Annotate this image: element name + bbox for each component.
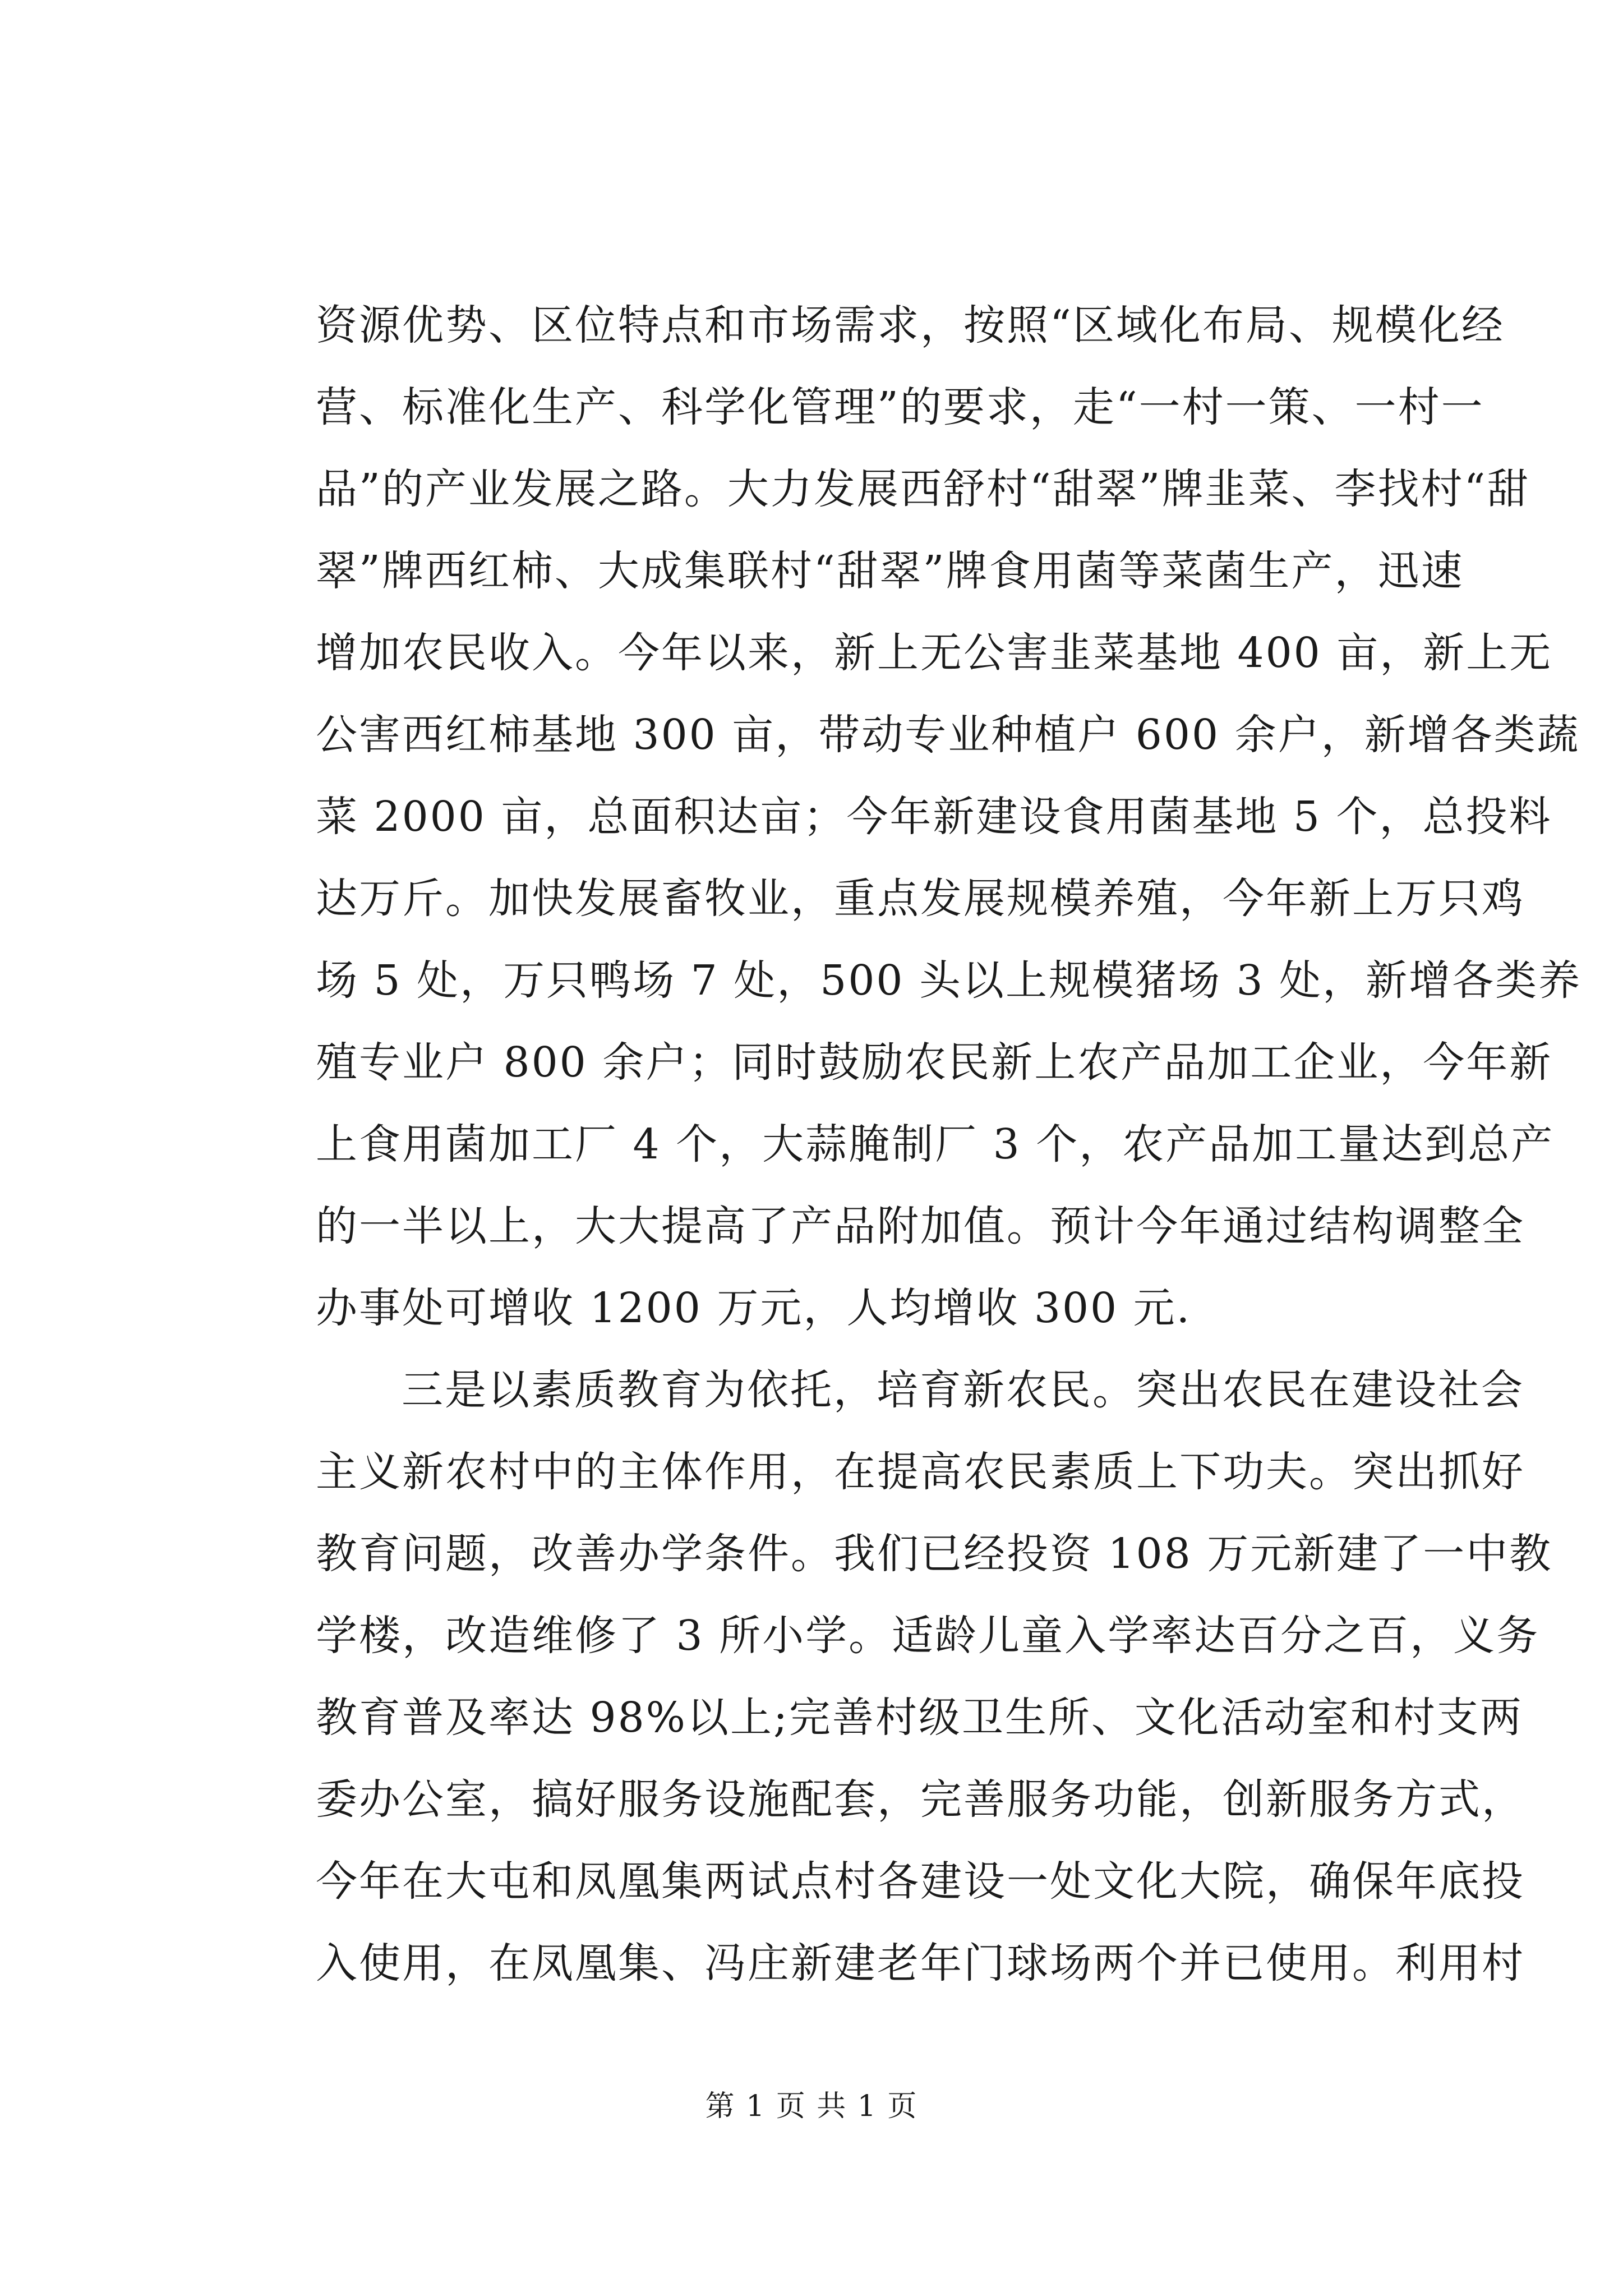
paragraph-1-line-10: 殖专业户 800 余户；同时鼓励农民新上农产品加工企业，今年新 xyxy=(316,1038,1553,1087)
paragraph-1-line-1: 资源优势、区位特点和市场需求，按照“区域化布局、规模化经 xyxy=(316,301,1505,349)
paragraph-1-line-13: 办事处可增收 1200 万元，人均增收 300 元. xyxy=(316,1284,1192,1332)
paragraph-2-line-3: 教育问题，改善办学条件。我们已经投资 108 万元新建了一中教 xyxy=(316,1530,1553,1578)
paragraph-2-line-4: 学楼，改造维修了 3 所小学。适龄儿童入学率达百分之百，义务 xyxy=(316,1612,1540,1660)
paragraph-1-line-12: 的一半以上，大大提高了产品附加值。预计今年通过结构调整全 xyxy=(316,1202,1525,1250)
page-number-footer: 第 1 页 共 1 页 xyxy=(705,2090,918,2123)
paragraph-2-line-5: 教育普及率达 98%以上;完善村级卫生所、文化活动室和村支两 xyxy=(316,1694,1523,1742)
paragraph-1-line-8: 达万斤。加快发展畜牧业，重点发展规模养殖，今年新上万只鸡 xyxy=(316,875,1525,923)
paragraph-1-line-3: 品”的产业发展之路。大力发展西舒村“甜翠”牌韭菜、李找村“甜 xyxy=(316,465,1530,513)
paragraph-2-line-1: 三是以素质教育为依托，培育新农民。突出农民在建设社会 xyxy=(402,1366,1524,1414)
paragraph-2-line-8: 入使用，在凤凰集、冯庄新建老年门球场两个并已使用。利用村 xyxy=(316,1939,1525,1987)
paragraph-1-line-4: 翠”牌西红柿、大成集联村“甜翠”牌食用菌等菜菌生产，迅速 xyxy=(316,547,1464,595)
paragraph-1-line-6: 公害西红柿基地 300 亩，带动专业种植户 600 余户，新增各类蔬 xyxy=(316,711,1580,759)
paragraph-2-line-7: 今年在大屯和凤凰集两试点村各建设一处文化大院，确保年底投 xyxy=(316,1857,1525,1906)
paragraph-1-line-2: 营、标准化生产、科学化管理”的要求，走“一村一策、一村一 xyxy=(316,383,1484,431)
paragraph-2-line-2: 主义新农村中的主体作用，在提高农民素质上下功夫。突出抓好 xyxy=(316,1448,1525,1496)
paragraph-1-line-9: 场 5 处，万只鸭场 7 处，500 头以上规模猪场 3 处，新增各类养 xyxy=(316,956,1582,1005)
paragraph-1-line-11: 上食用菌加工厂 4 个，大蒜腌制厂 3 个，农产品加工量达到总产 xyxy=(316,1120,1555,1168)
paragraph-1-line-5: 增加农民收入。今年以来，新上无公害韭菜基地 400 亩，新上无 xyxy=(316,629,1553,677)
paragraph-2-line-6: 委办公室，搞好服务设施配套，完善服务功能，创新服务方式， xyxy=(316,1775,1525,1824)
paragraph-1-line-7: 菜 2000 亩，总面积达亩；今年新建设食用菌基地 5 个，总投料 xyxy=(316,793,1552,841)
